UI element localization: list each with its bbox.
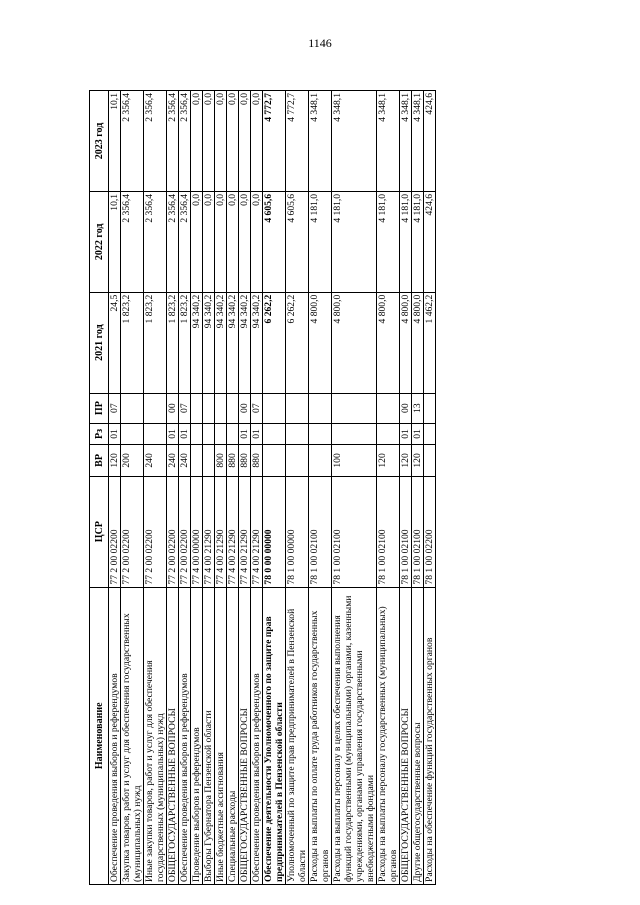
cell-2021: 1 823,2 bbox=[179, 292, 191, 393]
cell-2022: 4 181,0 bbox=[400, 191, 412, 292]
cell-rz bbox=[377, 423, 400, 444]
cell-vr bbox=[309, 445, 332, 477]
cell-pr bbox=[309, 393, 332, 423]
cell-2023: 0,0 bbox=[203, 91, 215, 192]
cell-vr: 800 bbox=[215, 445, 227, 477]
cell-2023: 4 348,1 bbox=[309, 91, 332, 192]
cell-rz bbox=[121, 423, 144, 444]
cell-rz bbox=[227, 423, 239, 444]
cell-rz bbox=[203, 423, 215, 444]
table-row bbox=[109, 91, 121, 885]
cell-pr bbox=[286, 393, 309, 423]
cell-vr: 100 bbox=[332, 445, 377, 477]
cell-2021: 4 800,0 bbox=[377, 292, 400, 393]
table-row bbox=[412, 91, 424, 885]
table-row bbox=[263, 91, 286, 885]
header-rz: Рз bbox=[90, 423, 109, 444]
cell-csr: 77 4 00 00000 bbox=[191, 476, 203, 587]
cell-2023: 2 356,4 bbox=[121, 91, 144, 192]
cell-2023: 0,0 bbox=[215, 91, 227, 192]
cell-vr: 120 bbox=[109, 445, 121, 477]
cell-pr: 07 bbox=[109, 393, 121, 423]
cell-vr: 120 bbox=[412, 445, 424, 477]
cell-2021: 4 800,0 bbox=[400, 292, 412, 393]
cell-name: Закупка товаров, работ и услуг для обеспечения государственных (муниципальных) нужд bbox=[121, 587, 144, 884]
cell-csr: 78 1 00 00000 bbox=[286, 476, 309, 587]
table-body bbox=[109, 91, 436, 885]
cell-rz bbox=[424, 423, 436, 444]
cell-2021: 6 262,2 bbox=[286, 292, 309, 393]
cell-csr: 78 1 00 02100 bbox=[377, 476, 400, 587]
table-row bbox=[203, 91, 215, 885]
cell-rz bbox=[332, 423, 377, 444]
cell-csr: 78 0 00 00000 bbox=[263, 476, 286, 587]
cell-csr: 78 1 00 02100 bbox=[400, 476, 412, 587]
budget-table bbox=[89, 90, 436, 885]
cell-vr: 240 bbox=[144, 445, 167, 477]
header-name: Наименование bbox=[90, 587, 109, 884]
cell-name: Обеспечение деятельности Уполномоченного по защите прав предпринимателей в Пензенской области bbox=[263, 587, 286, 884]
table-row bbox=[286, 91, 309, 885]
cell-rz: 01 bbox=[239, 423, 251, 444]
cell-2021: 94 340,2 bbox=[227, 292, 239, 393]
cell-2021: 94 340,2 bbox=[203, 292, 215, 393]
cell-2023: 4 772,7 bbox=[286, 91, 309, 192]
cell-rz: 01 bbox=[167, 423, 179, 444]
cell-2022: 0,0 bbox=[215, 191, 227, 292]
cell-2021: 94 340,2 bbox=[239, 292, 251, 393]
cell-csr: 77 4 00 21290 bbox=[251, 476, 263, 587]
cell-name: ОБЩЕГОСУДАРСТВЕННЫЕ ВОПРОСЫ bbox=[400, 587, 412, 884]
cell-pr: 13 bbox=[412, 393, 424, 423]
cell-2021: 94 340,2 bbox=[251, 292, 263, 393]
cell-2022: 4 181,0 bbox=[412, 191, 424, 292]
cell-csr: 77 4 00 21290 bbox=[227, 476, 239, 587]
cell-pr bbox=[203, 393, 215, 423]
cell-2022: 0,0 bbox=[203, 191, 215, 292]
cell-name: Расходы на выплаты по оплате труда работников государственных органов bbox=[309, 587, 332, 884]
cell-name: Расходы на обеспечение функций государственных органов bbox=[424, 587, 436, 884]
cell-2021: 1 823,2 bbox=[144, 292, 167, 393]
table-header-row bbox=[90, 91, 109, 885]
header-2023: 2023 год bbox=[90, 91, 109, 192]
table-row bbox=[179, 91, 191, 885]
table-row bbox=[144, 91, 167, 885]
cell-name: Специальные расходы bbox=[227, 587, 239, 884]
cell-name: Выборы Губернатора Пензенской области bbox=[203, 587, 215, 884]
cell-2022: 2 356,4 bbox=[121, 191, 144, 292]
cell-rz bbox=[191, 423, 203, 444]
cell-csr: 77 2 00 02200 bbox=[167, 476, 179, 587]
cell-2022: 4 181,0 bbox=[309, 191, 332, 292]
cell-2023: 0,0 bbox=[191, 91, 203, 192]
cell-2022: 4 605,6 bbox=[286, 191, 309, 292]
cell-vr: 880 bbox=[239, 445, 251, 477]
header-csr: ЦСР bbox=[90, 476, 109, 587]
table-row bbox=[121, 91, 144, 885]
cell-2021: 24,5 bbox=[109, 292, 121, 393]
cell-name: Проведение выборов и референдумов bbox=[191, 587, 203, 884]
cell-2023: 0,0 bbox=[239, 91, 251, 192]
cell-vr: 240 bbox=[167, 445, 179, 477]
cell-csr: 77 2 00 02200 bbox=[109, 476, 121, 587]
cell-2023: 2 356,4 bbox=[179, 91, 191, 192]
cell-csr: 78 1 00 02200 bbox=[424, 476, 436, 587]
cell-2022: 4 605,6 bbox=[263, 191, 286, 292]
cell-2023: 4 348,1 bbox=[400, 91, 412, 192]
cell-rz bbox=[263, 423, 286, 444]
cell-vr bbox=[203, 445, 215, 477]
table-row bbox=[215, 91, 227, 885]
cell-name: ОБЩЕГОСУДАРСТВЕННЫЕ ВОПРОСЫ bbox=[239, 587, 251, 884]
table-row bbox=[227, 91, 239, 885]
cell-2022: 424,6 bbox=[424, 191, 436, 292]
cell-name: Обеспечение проведения выборов и референдумов bbox=[109, 587, 121, 884]
rotated-table-container bbox=[89, 90, 551, 885]
cell-vr bbox=[191, 445, 203, 477]
page-number: 1146 bbox=[308, 36, 332, 50]
cell-rz: 01 bbox=[109, 423, 121, 444]
cell-name: Расходы на выплаты персоналу в целях обеспечения выполнения функций государственными (муниципальными) органами, казенными учреждениями, органами управления государственными внебюджетными фондами bbox=[332, 587, 377, 884]
cell-pr bbox=[377, 393, 400, 423]
cell-csr: 77 4 00 21290 bbox=[203, 476, 215, 587]
cell-pr bbox=[144, 393, 167, 423]
cell-rz bbox=[215, 423, 227, 444]
cell-pr: 07 bbox=[251, 393, 263, 423]
header-2022: 2022 год bbox=[90, 191, 109, 292]
cell-pr bbox=[191, 393, 203, 423]
cell-2021: 94 340,2 bbox=[191, 292, 203, 393]
cell-2021: 4 800,0 bbox=[332, 292, 377, 393]
table-row bbox=[377, 91, 400, 885]
cell-vr: 120 bbox=[377, 445, 400, 477]
cell-pr: 07 bbox=[179, 393, 191, 423]
table-row bbox=[424, 91, 436, 885]
cell-csr: 77 4 00 21290 bbox=[215, 476, 227, 587]
cell-name: Другие общегосударственные вопросы bbox=[412, 587, 424, 884]
cell-rz: 01 bbox=[251, 423, 263, 444]
cell-pr bbox=[227, 393, 239, 423]
table-row bbox=[167, 91, 179, 885]
cell-rz bbox=[286, 423, 309, 444]
cell-2022: 0,0 bbox=[239, 191, 251, 292]
header-vr: ВР bbox=[90, 445, 109, 477]
cell-csr: 77 2 00 02200 bbox=[179, 476, 191, 587]
cell-2021: 1 462,2 bbox=[424, 292, 436, 393]
table-row bbox=[251, 91, 263, 885]
cell-rz: 01 bbox=[412, 423, 424, 444]
cell-name: Обеспечение проведения выборов и референдумов bbox=[251, 587, 263, 884]
cell-vr: 120 bbox=[400, 445, 412, 477]
cell-name: ОБЩЕГОСУДАРСТВЕННЫЕ ВОПРОСЫ bbox=[167, 587, 179, 884]
cell-2021: 94 340,2 bbox=[215, 292, 227, 393]
cell-pr bbox=[215, 393, 227, 423]
cell-2022: 0,0 bbox=[251, 191, 263, 292]
cell-pr: 00 bbox=[400, 393, 412, 423]
cell-2023: 10,1 bbox=[109, 91, 121, 192]
cell-vr: 200 bbox=[121, 445, 144, 477]
cell-2022: 2 356,4 bbox=[167, 191, 179, 292]
cell-name: Уполномоченный по защите прав предпринимателей в Пензенской области bbox=[286, 587, 309, 884]
cell-2022: 2 356,4 bbox=[144, 191, 167, 292]
table-row bbox=[309, 91, 332, 885]
cell-name: Обеспечение проведения выборов и референдумов bbox=[179, 587, 191, 884]
cell-2023: 424,6 bbox=[424, 91, 436, 192]
cell-2023: 4 348,1 bbox=[412, 91, 424, 192]
cell-csr: 77 4 00 21290 bbox=[239, 476, 251, 587]
cell-2022: 2 356,4 bbox=[179, 191, 191, 292]
cell-pr: 00 bbox=[167, 393, 179, 423]
cell-rz: 01 bbox=[400, 423, 412, 444]
cell-csr: 77 2 00 02200 bbox=[121, 476, 144, 587]
cell-2022: 10,1 bbox=[109, 191, 121, 292]
cell-vr: 880 bbox=[227, 445, 239, 477]
cell-pr bbox=[424, 393, 436, 423]
cell-name: Иные закупки товаров, работ и услуг для обеспечения государственных (муниципальных) нужд bbox=[144, 587, 167, 884]
cell-2023: 2 356,4 bbox=[144, 91, 167, 192]
cell-csr: 78 1 00 02100 bbox=[332, 476, 377, 587]
cell-2021: 6 262,2 bbox=[263, 292, 286, 393]
cell-pr bbox=[121, 393, 144, 423]
cell-vr bbox=[286, 445, 309, 477]
header-2021: 2021 год bbox=[90, 292, 109, 393]
cell-name: Расходы на выплаты персоналу государственных (муниципальных) органов bbox=[377, 587, 400, 884]
cell-2022: 4 181,0 bbox=[377, 191, 400, 292]
cell-pr: 00 bbox=[239, 393, 251, 423]
cell-vr: 880 bbox=[251, 445, 263, 477]
cell-2023: 0,0 bbox=[251, 91, 263, 192]
cell-2021: 1 823,2 bbox=[167, 292, 179, 393]
cell-rz bbox=[144, 423, 167, 444]
cell-2021: 1 823,2 bbox=[121, 292, 144, 393]
header-pr: ПР bbox=[90, 393, 109, 423]
cell-2021: 4 800,0 bbox=[412, 292, 424, 393]
cell-2023: 2 356,4 bbox=[167, 91, 179, 192]
cell-2022: 0,0 bbox=[191, 191, 203, 292]
table-row bbox=[239, 91, 251, 885]
table-row bbox=[400, 91, 412, 885]
cell-2023: 4 772,7 bbox=[263, 91, 286, 192]
table-row bbox=[332, 91, 377, 885]
cell-2023: 4 348,1 bbox=[377, 91, 400, 192]
cell-2022: 0,0 bbox=[227, 191, 239, 292]
cell-pr bbox=[332, 393, 377, 423]
cell-csr: 77 2 00 02200 bbox=[144, 476, 167, 587]
cell-2022: 4 181,0 bbox=[332, 191, 377, 292]
cell-2023: 0,0 bbox=[227, 91, 239, 192]
cell-name: Иные бюджетные ассигнования bbox=[215, 587, 227, 884]
cell-2023: 4 348,1 bbox=[332, 91, 377, 192]
cell-vr bbox=[424, 445, 436, 477]
cell-vr: 240 bbox=[179, 445, 191, 477]
cell-rz bbox=[309, 423, 332, 444]
cell-vr bbox=[263, 445, 286, 477]
cell-2021: 4 800,0 bbox=[309, 292, 332, 393]
cell-csr: 78 1 00 02100 bbox=[309, 476, 332, 587]
table-row bbox=[191, 91, 203, 885]
cell-csr: 78 1 00 02100 bbox=[412, 476, 424, 587]
cell-pr bbox=[263, 393, 286, 423]
cell-rz: 01 bbox=[179, 423, 191, 444]
